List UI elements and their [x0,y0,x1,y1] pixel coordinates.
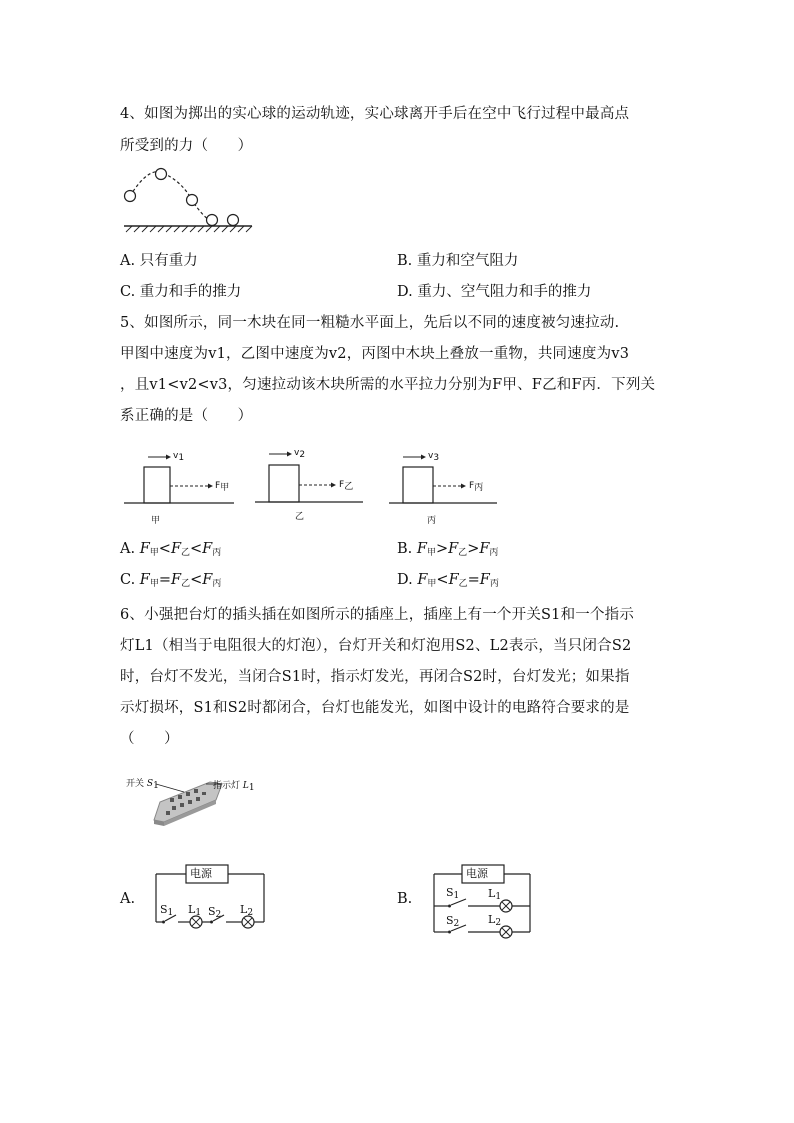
q6-b-s1-label: $S_1$ [446,886,460,901]
q5-bing-caption: 丙 [427,516,437,526]
q6-option-b[interactable]: B. [397,891,413,907]
q6-stem-line-3: 时，台灯不发光，当闭合S1时，指示灯发光，再闭合S2时，台灯发光；如果指 [120,669,630,685]
q5-jia-caption: 甲 [151,516,161,526]
q6-socket-lamp-label: 指示灯 $L_1$ [213,781,255,793]
q6-b-source-label: 电源 [466,867,488,880]
q6-a-l2-label: $L_2$ [240,903,254,918]
q6-circuit-a [150,860,270,935]
q5-yi-force-label: $F_乙$ [339,480,354,492]
q6-stem-line-1: 6、小强把台灯的插头插在如图所示的插座上，插座上有一个开关S1和一个指示 [120,607,635,623]
q5-bing-velocity-label: $v_3$ [428,451,440,463]
q4-stem-line-1: 4、如图为掷出的实心球的运动轨迹，实心球离开手后在空中飞行过程中最高点 [120,106,630,122]
q6-option-a[interactable]: A. [120,891,136,907]
q5-stem-line-3: ，且v1<v2<v3，匀速拉动该木块所需的水平拉力分别为F甲、F乙和F丙．下列关 [120,377,656,393]
q5-yi-velocity-label: $v_2$ [294,448,306,460]
q4-trajectory-figure [120,164,260,232]
q6-b-l1-label: $L_1$ [488,887,502,902]
q5-jia-force-label: $F_甲$ [215,481,230,493]
q5-stem-line-2: 甲图中速度为v1，乙图中速度为v2，丙图中木块上叠放一重物，共同速度为v3 [120,346,630,362]
q5-figure-jia [124,450,234,525]
q5-option-a[interactable]: A. $F_甲<F_乙<F_丙$ [120,541,222,558]
q6-stem-line-5: （ ） [120,731,179,747]
q5-figure-bing [389,450,497,525]
q6-b-l2-label: $L_2$ [488,913,502,928]
q6-stem-line-2: 灯L1（相当于电阻很大的灯泡），台灯开关和灯泡用S2、L2表示，当只闭合S2 [120,638,632,654]
q6-a-s2-label: $S_2$ [208,905,222,920]
q5-yi-caption: 乙 [295,512,305,522]
q4-option-a[interactable]: A. 只有重力 [120,253,198,269]
q4-option-b[interactable]: B. 重力和空气阻力 [397,253,519,269]
q5-figure-yi [255,447,363,522]
q5-option-d[interactable]: D. $F_甲<F_乙=F_丙$ [397,572,499,589]
q6-stem-line-4: 示灯损坏，S1和S2时都闭合，台灯也能发光，如图中设计的电路符合要求的是 [120,700,630,716]
q5-bing-force-label: $F_丙$ [469,481,484,493]
q6-a-s1-label: $S_1$ [160,903,174,918]
q6-a-l1-label: $L_1$ [188,903,202,918]
q6-socket-switch-label: 开关 $S_1$ [126,779,159,791]
q6-b-s2-label: $S_2$ [446,914,460,929]
q4-option-c[interactable]: C. 重力和手的推力 [120,284,242,300]
q5-option-b[interactable]: B. $F_甲>F_乙>F_丙$ [397,541,499,558]
q5-stem-line-4: 系正确的是（ ） [120,408,253,424]
q5-jia-velocity-label: $v_1$ [173,451,185,463]
q5-stem-line-1: 5、如图所示，同一木块在同一粗糙水平面上，先后以不同的速度被匀速拉动. [120,315,620,331]
q5-option-c[interactable]: C. $F_甲=F_乙<F_丙$ [120,572,222,589]
q4-stem-line-2: 所受到的力（ ） [120,138,253,154]
q4-option-d[interactable]: D. 重力、空气阻力和手的推力 [397,284,592,300]
q6-a-source-label: 电源 [190,867,212,880]
q6-socket-figure [126,770,266,830]
q6-circuit-b [428,862,538,942]
